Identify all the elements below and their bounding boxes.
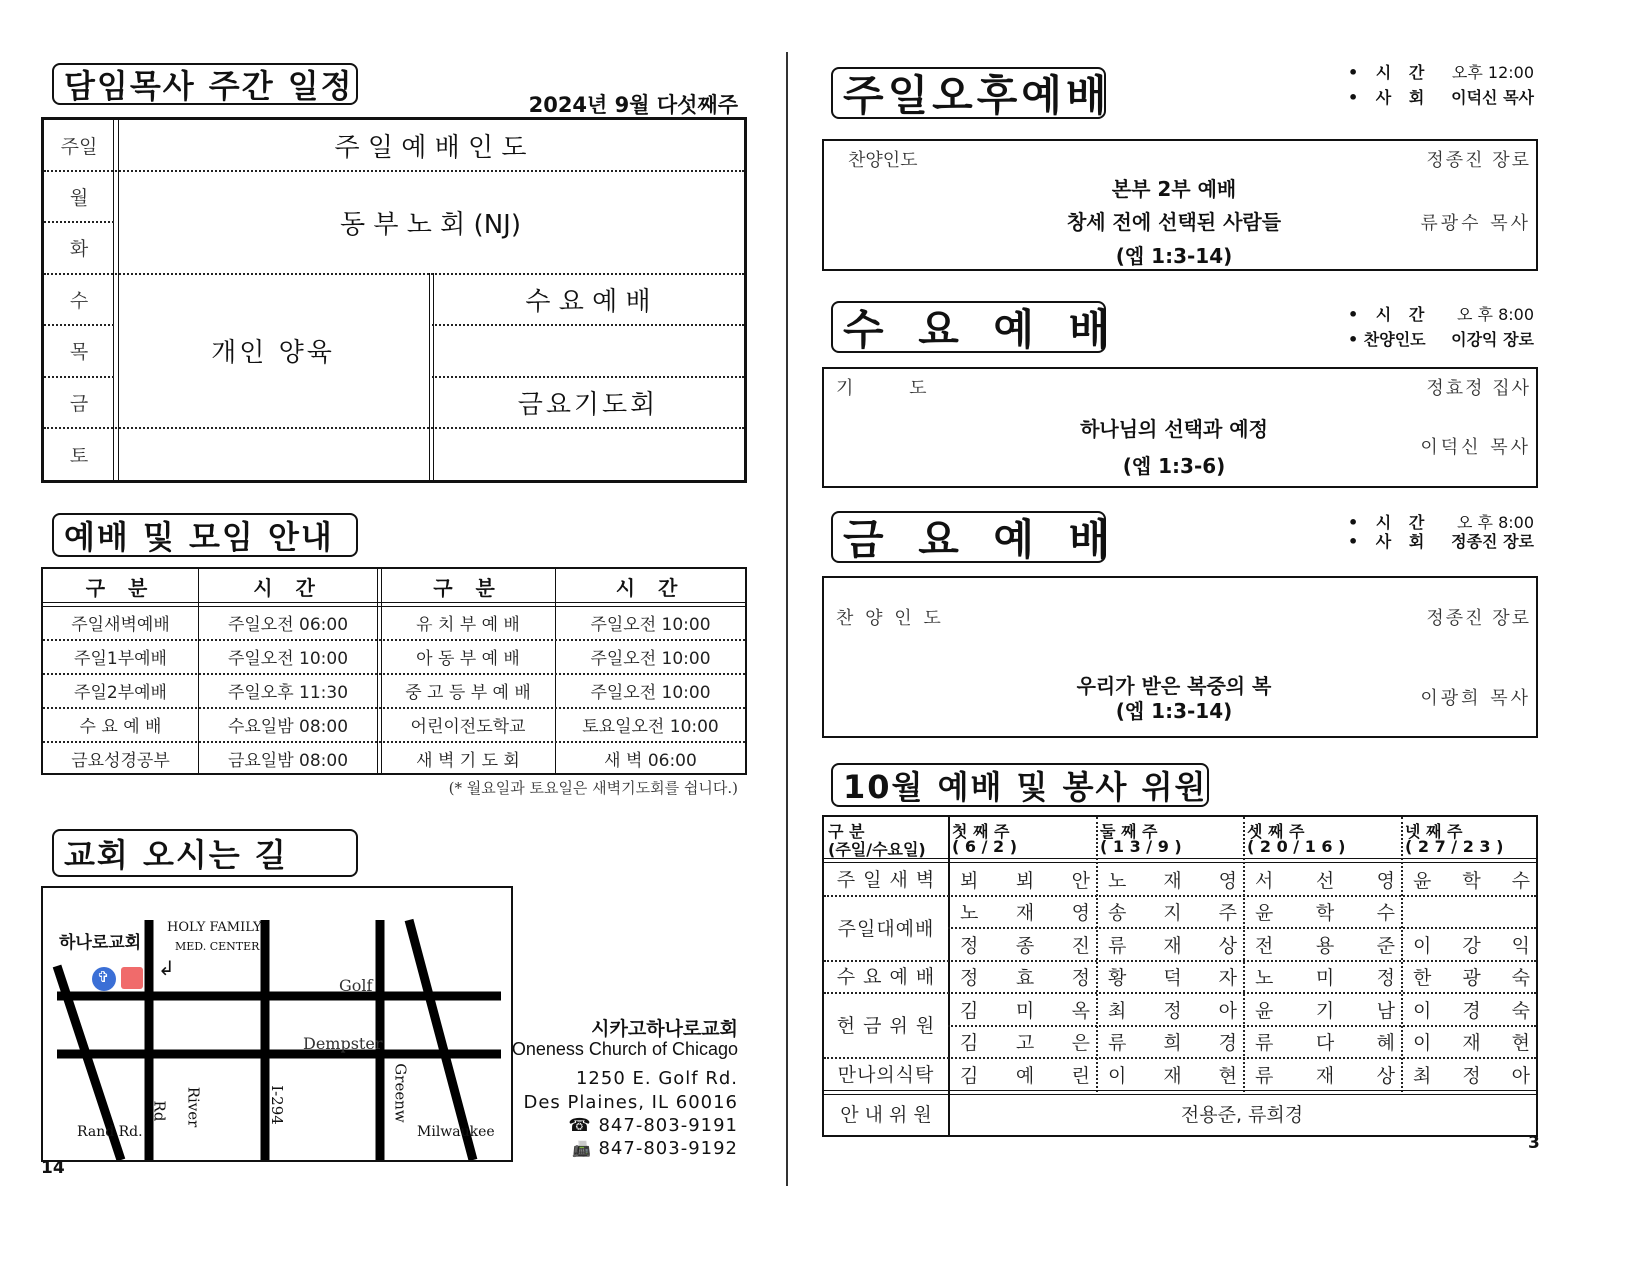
october-name-char: 지	[1163, 902, 1182, 924]
wednesday-service-box	[822, 367, 1538, 488]
october-name-char: 송	[1108, 902, 1127, 924]
october-header-line-1: 넷 째 주	[1405, 822, 1463, 841]
october-name-char: 수	[1511, 869, 1530, 892]
map-i294-label: I-294	[267, 1085, 286, 1125]
october-name-char: 서	[1255, 869, 1274, 892]
october-name-cell	[1413, 1060, 1530, 1088]
october-name-char: 김	[960, 999, 979, 1022]
october-name-char: 아	[1218, 999, 1237, 1022]
october-name-char: 정	[1376, 967, 1395, 989]
october-name-char: 미	[1015, 999, 1035, 1022]
october-name-cell	[1108, 995, 1237, 1023]
october-name-char: 자	[1218, 967, 1237, 989]
meetings-note: (* 월요일과 토요일은 새벽기도회를 쉽니다.)	[448, 779, 738, 797]
meetings-cell: 수요일밤 08:00	[227, 717, 349, 737]
october-name-char: 혜	[1376, 1032, 1395, 1054]
afternoon-time-label: • 시 간	[1348, 63, 1431, 82]
october-name-char: 미	[1315, 967, 1335, 989]
map-church-label: 하나로교회	[59, 933, 142, 953]
october-name-char: 정	[1462, 1064, 1481, 1087]
meetings-cell: 금요일밤 08:00	[227, 751, 349, 771]
october-header-line-2: ( 6 / 2 )	[952, 837, 1018, 856]
october-name-cell	[1108, 1060, 1237, 1088]
october-name-char: 재	[1015, 902, 1035, 924]
october-name-char: 류	[1255, 1032, 1274, 1054]
october-name-char: 김	[960, 1032, 979, 1054]
meetings-cell: 주일새벽예배	[71, 615, 170, 635]
october-name-char: 아	[1511, 1064, 1530, 1087]
october-name-cell	[1413, 1028, 1530, 1056]
day-sunday: 주일	[60, 135, 98, 158]
october-name-char: 영	[1071, 902, 1090, 924]
afternoon-time-value: 오후 12:00	[1451, 63, 1534, 82]
october-volunteers-table	[822, 815, 1538, 1137]
friday-service-title: 금 요 예 배	[831, 511, 1106, 563]
october-name-char: 준	[1376, 934, 1395, 957]
fax-icon: 📠	[572, 1140, 592, 1158]
october-name-char: 강	[1462, 934, 1481, 957]
october-name-char: 용	[1315, 934, 1335, 957]
left-page-number: 14	[41, 1158, 65, 1178]
meetings-table	[41, 567, 747, 775]
meetings-cell: 수 요 예 배	[79, 717, 162, 737]
october-name-cell	[1108, 963, 1237, 991]
friday-time-label: • 시 간	[1348, 513, 1431, 532]
turn-arrow-icon: ↲	[158, 956, 175, 980]
october-row-label: 주일대예배	[837, 917, 935, 940]
october-name-char: 경	[1462, 999, 1481, 1022]
meetings-cell: 유 치 부 예 배	[416, 615, 520, 635]
afternoon-row1-label: 찬양인도	[848, 150, 918, 171]
october-name-cell	[1413, 995, 1530, 1023]
october-name-cell	[1255, 1060, 1395, 1088]
afternoon-sermon-line-2: 창세 전에 선택된 사람들	[1066, 210, 1282, 234]
wednesday-service-title: 수 요 예 배	[831, 301, 1106, 353]
weekly-schedule-table	[41, 117, 747, 483]
october-name-char: 전	[1255, 934, 1274, 957]
fax-number: 847-803-9192	[598, 1138, 738, 1159]
meetings-header-category-2: 구 분	[433, 575, 503, 600]
october-name-char: 수	[1376, 902, 1395, 924]
fax-line	[540, 1138, 738, 1159]
october-column-divider	[1096, 817, 1098, 1092]
mon-tue-entry: 동 부 노 회 (NJ)	[340, 209, 521, 240]
october-name-char: 정	[1071, 967, 1090, 989]
october-header-line-2: (주일/수요일)	[828, 840, 926, 859]
october-name-char: 기	[1315, 999, 1335, 1022]
afternoon-host-label: • 사 회	[1348, 88, 1431, 107]
meetings-cell: 새 벽 06:00	[604, 751, 697, 771]
friday-service-box	[822, 576, 1538, 738]
weekly-schedule-title: 담임목사 주간 일정	[52, 63, 358, 105]
map-river-label: River	[184, 1086, 203, 1128]
october-name-char: 정	[1163, 999, 1182, 1022]
october-name-char: 재	[1163, 869, 1182, 892]
october-name-char: 노	[1108, 869, 1127, 892]
wednesday-preacher: 이덕신 목사	[1420, 437, 1531, 458]
friday-time-value: 오 후 8:00	[1456, 513, 1534, 532]
october-name-char: 옥	[1071, 999, 1090, 1022]
phone-line	[540, 1115, 738, 1136]
wednesday-leader-label: • 찬양인도	[1348, 330, 1426, 349]
october-name-char: 영	[1376, 869, 1395, 892]
october-header-line-2: ( 2 0 / 1 6 )	[1247, 837, 1346, 856]
october-name-char: 학	[1462, 869, 1481, 892]
meetings-header-time-2: 시 간	[615, 575, 686, 600]
october-name-cell	[1255, 995, 1395, 1023]
wednesday-info-leader	[1348, 327, 1534, 350]
october-name-cell	[1108, 1028, 1237, 1056]
october-column-divider	[1243, 817, 1245, 1092]
october-name-cell	[1255, 1028, 1395, 1056]
october-name-cell	[1255, 963, 1395, 991]
october-name-char: 상	[1376, 1064, 1395, 1087]
meetings-cell: 아 동 부 예 배	[416, 649, 520, 669]
october-name-char: 효	[1015, 967, 1035, 989]
friday-info-host	[1348, 529, 1534, 552]
october-name-char: 황	[1108, 967, 1127, 989]
october-name-char: 상	[1218, 934, 1237, 957]
october-row-label: 주 일 새 벽	[836, 868, 936, 891]
church-name-korean: 시카고하나로교회	[591, 1018, 738, 1040]
october-name-char: 현	[1511, 1032, 1530, 1054]
october-name-cell	[1255, 898, 1395, 926]
wednesday-leader-value: 이강익 장로	[1451, 330, 1534, 349]
meetings-title: 예배 및 모임 안내	[52, 513, 358, 557]
october-name-char: 류	[1108, 1032, 1127, 1054]
october-name-char: 윤	[1255, 999, 1274, 1022]
map-dempster-label: Dempster	[303, 1034, 383, 1053]
meetings-cell: 주일오전 10:00	[590, 649, 711, 669]
october-name-char: 종	[1015, 934, 1035, 957]
october-header-line-2: ( 1 3 / 9 )	[1100, 837, 1182, 856]
october-name-char: 영	[1218, 869, 1237, 892]
october-column-divider	[948, 817, 950, 1135]
october-name-char: 숙	[1511, 999, 1530, 1022]
october-name-char: 희	[1163, 1032, 1182, 1054]
october-name-char: 재	[1315, 1064, 1335, 1087]
meetings-cell: 주일오전 10:00	[227, 649, 349, 669]
friday-host-value: 정종진 장로	[1451, 532, 1534, 551]
wednesday-row1-label: 기 도	[836, 378, 927, 399]
october-name-char: 은	[1071, 1032, 1090, 1054]
map-hospital-label: HOLY FAMILY	[167, 920, 262, 935]
october-name-cell	[960, 930, 1090, 958]
october-name-cell	[1413, 963, 1530, 991]
map-golf-label: Golf	[339, 976, 373, 995]
afternoon-service-title: 주일오후예배	[831, 67, 1106, 119]
wednesday-time-value: 오 후 8:00	[1456, 305, 1534, 324]
october-name-cell	[960, 995, 1090, 1023]
afternoon-preacher: 류광수 목사	[1420, 213, 1531, 234]
day-friday: 금	[69, 392, 89, 415]
october-name-char: 뵈	[960, 869, 979, 892]
week-label: 2024년 9월 다섯째주	[528, 93, 738, 117]
october-row-label: 헌 금 위 원	[836, 1015, 936, 1037]
address-line-1: 1250 E. Golf Rd.	[575, 1068, 738, 1089]
october-name-cell	[960, 1060, 1090, 1088]
meetings-cell: 주일오전 06:00	[227, 615, 349, 635]
meetings-cell: 주일오후 11:30	[227, 683, 349, 703]
wednesday-time-label: • 시 간	[1348, 305, 1431, 324]
october-row-divider	[948, 1025, 1536, 1027]
october-volunteers-title: 10월 예배 및 봉사 위원	[831, 763, 1209, 807]
map-milwaukee-label: Milwaukee	[417, 1124, 495, 1140]
map-rand-label: Rand Rd.	[77, 1124, 143, 1140]
church-cross-icon: ✞	[97, 968, 110, 986]
october-name-char: 주	[1218, 902, 1237, 924]
meetings-cell: 중 고 등 부 예 배	[405, 683, 531, 703]
october-name-cell	[1413, 930, 1530, 958]
october-name-char: 정	[960, 967, 979, 989]
october-name-char: 다	[1315, 1032, 1335, 1054]
meetings-cell: 금요성경공부	[71, 751, 170, 771]
october-name-char: 린	[1071, 1064, 1090, 1087]
meetings-cell: 토요일오전 10:00	[582, 717, 719, 737]
october-name-char: 학	[1315, 902, 1335, 924]
october-guide-label: 안 내 위 원	[840, 1104, 932, 1126]
october-name-char: 선	[1315, 869, 1335, 892]
october-name-char: 이	[1413, 1032, 1432, 1054]
day-saturday: 토	[69, 444, 89, 467]
october-name-cell	[960, 898, 1090, 926]
october-name-cell	[1108, 930, 1237, 958]
wednesday-row1-name: 정효정 집사	[1426, 378, 1531, 399]
wed-fri-left-entry: 개인 양육	[211, 338, 335, 368]
october-name-char: 안	[1071, 869, 1090, 892]
meetings-cell: 주일오전 10:00	[590, 615, 711, 635]
october-name-char: 류	[1255, 1064, 1274, 1087]
afternoon-sermon-line-3: (엡 1:3-14)	[1115, 244, 1233, 268]
october-header-line-1: 첫 째 주	[952, 822, 1010, 841]
october-name-cell	[1413, 865, 1530, 893]
october-name-char: 익	[1511, 934, 1530, 957]
october-name-char: 이	[1413, 934, 1432, 957]
october-name-char: 재	[1163, 1064, 1182, 1087]
october-guide-value: 전용준, 류희경	[1180, 1104, 1304, 1126]
october-header-line-2: ( 2 7 / 2 3 )	[1405, 837, 1504, 856]
phone-icon: ☎	[568, 1115, 592, 1136]
directions-title: 교회 오시는 길	[52, 829, 358, 877]
october-name-cell	[1255, 930, 1395, 958]
october-name-char: 고	[1015, 1032, 1035, 1054]
map-rd-label: Rd	[150, 1100, 169, 1122]
meetings-cell: 새 벽 기 도 회	[416, 751, 520, 771]
october-name-char: 광	[1462, 967, 1481, 989]
meetings-cell: 주일1부예배	[74, 649, 167, 669]
afternoon-host-value: 이덕신 목사	[1451, 88, 1534, 107]
meetings-header-time-1: 시 간	[253, 575, 323, 600]
phone-number: 847-803-9191	[598, 1115, 738, 1136]
afternoon-info-time	[1348, 60, 1534, 83]
october-header-line-1: 둘 째 주	[1100, 822, 1158, 841]
wednesday-entry: 수 요 예 배	[525, 286, 651, 317]
october-row-label: 수 요 예 배	[836, 966, 936, 989]
friday-sermon-title: 우리가 받은 복중의 복	[1076, 674, 1272, 698]
wednesday-info-time	[1348, 302, 1534, 325]
october-name-char: 이	[1108, 1064, 1127, 1087]
october-name-char: 남	[1376, 999, 1395, 1022]
friday-row1-label: 찬 양 인 도	[836, 608, 944, 629]
meetings-cell: 주일오전 10:00	[590, 683, 711, 703]
october-name-char: 노	[1255, 967, 1274, 989]
october-name-char: 진	[1071, 934, 1090, 957]
right-page-number: 3	[1528, 1133, 1540, 1153]
october-name-char: 최	[1108, 999, 1127, 1022]
october-name-char: 예	[1015, 1064, 1035, 1087]
october-name-cell	[960, 865, 1090, 893]
afternoon-info-host	[1348, 85, 1534, 108]
meetings-cell: 어린이전도학교	[410, 717, 526, 737]
map	[41, 886, 513, 1162]
friday-row1-name: 정종진 장로	[1426, 608, 1531, 629]
october-name-char: 최	[1413, 1064, 1432, 1087]
october-name-char: 덕	[1163, 967, 1182, 989]
october-column-divider	[1401, 817, 1403, 1092]
address-line-2: Des Plaines, IL 60016	[523, 1092, 738, 1113]
october-header-line-1: 구 분	[828, 822, 865, 841]
church-name-english: Oneness Church of Chicago	[511, 1039, 738, 1059]
october-name-char: 현	[1218, 1064, 1237, 1087]
october-row-divider	[948, 927, 1536, 929]
october-name-cell	[1413, 898, 1530, 926]
meetings-cell: 주일2부예배	[74, 683, 167, 703]
october-name-cell	[1255, 865, 1395, 893]
friday-sermon-verse: (엡 1:3-14)	[1115, 699, 1233, 723]
october-name-char: 김	[960, 1064, 979, 1087]
october-name-cell	[960, 963, 1090, 991]
afternoon-service-box	[822, 139, 1538, 271]
wednesday-sermon-verse: (엡 1:3-6)	[1122, 454, 1226, 478]
october-name-char: 재	[1163, 934, 1182, 957]
day-wednesday: 수	[69, 289, 89, 312]
friday-entry: 금요기도회	[517, 389, 659, 420]
october-name-char: 재	[1462, 1032, 1481, 1054]
october-name-cell	[1108, 898, 1237, 926]
friday-host-label: • 사 회	[1348, 532, 1431, 551]
october-name-char: 윤	[1255, 902, 1274, 924]
october-name-char: 이	[1413, 999, 1432, 1022]
map-greenw-label: Greenw	[391, 1063, 410, 1123]
october-name-cell	[1108, 865, 1237, 893]
meetings-header-category-1: 구 분	[85, 575, 156, 600]
october-name-char: 윤	[1413, 869, 1432, 892]
october-name-char: 정	[960, 934, 979, 957]
afternoon-row1-name: 정종진 장로	[1426, 150, 1531, 171]
day-monday: 월	[69, 186, 89, 209]
october-name-char: 경	[1218, 1032, 1237, 1054]
october-name-char: 숙	[1511, 967, 1530, 989]
october-name-char: 한	[1413, 967, 1432, 989]
october-name-char: 류	[1108, 934, 1127, 957]
afternoon-sermon-line-1: 본부 2부 예배	[1111, 177, 1237, 201]
wednesday-sermon-title: 하나님의 선택과 예정	[1080, 417, 1268, 441]
day-tuesday: 화	[69, 238, 89, 260]
day-thursday: 목	[69, 341, 89, 363]
page-divider	[786, 52, 788, 1186]
october-name-cell	[960, 1028, 1090, 1056]
map-hospital-label-2: MED. CENTER	[175, 940, 260, 953]
october-name-char: 노	[960, 902, 979, 924]
sunday-entry: 주 일 예 배 인 도	[334, 132, 527, 163]
october-header-line-1: 셋 째 주	[1247, 822, 1305, 841]
october-name-char: 뵈	[1015, 869, 1035, 892]
friday-preacher: 이광희 목사	[1420, 688, 1531, 709]
october-row-label: 만나의식탁	[837, 1063, 935, 1086]
